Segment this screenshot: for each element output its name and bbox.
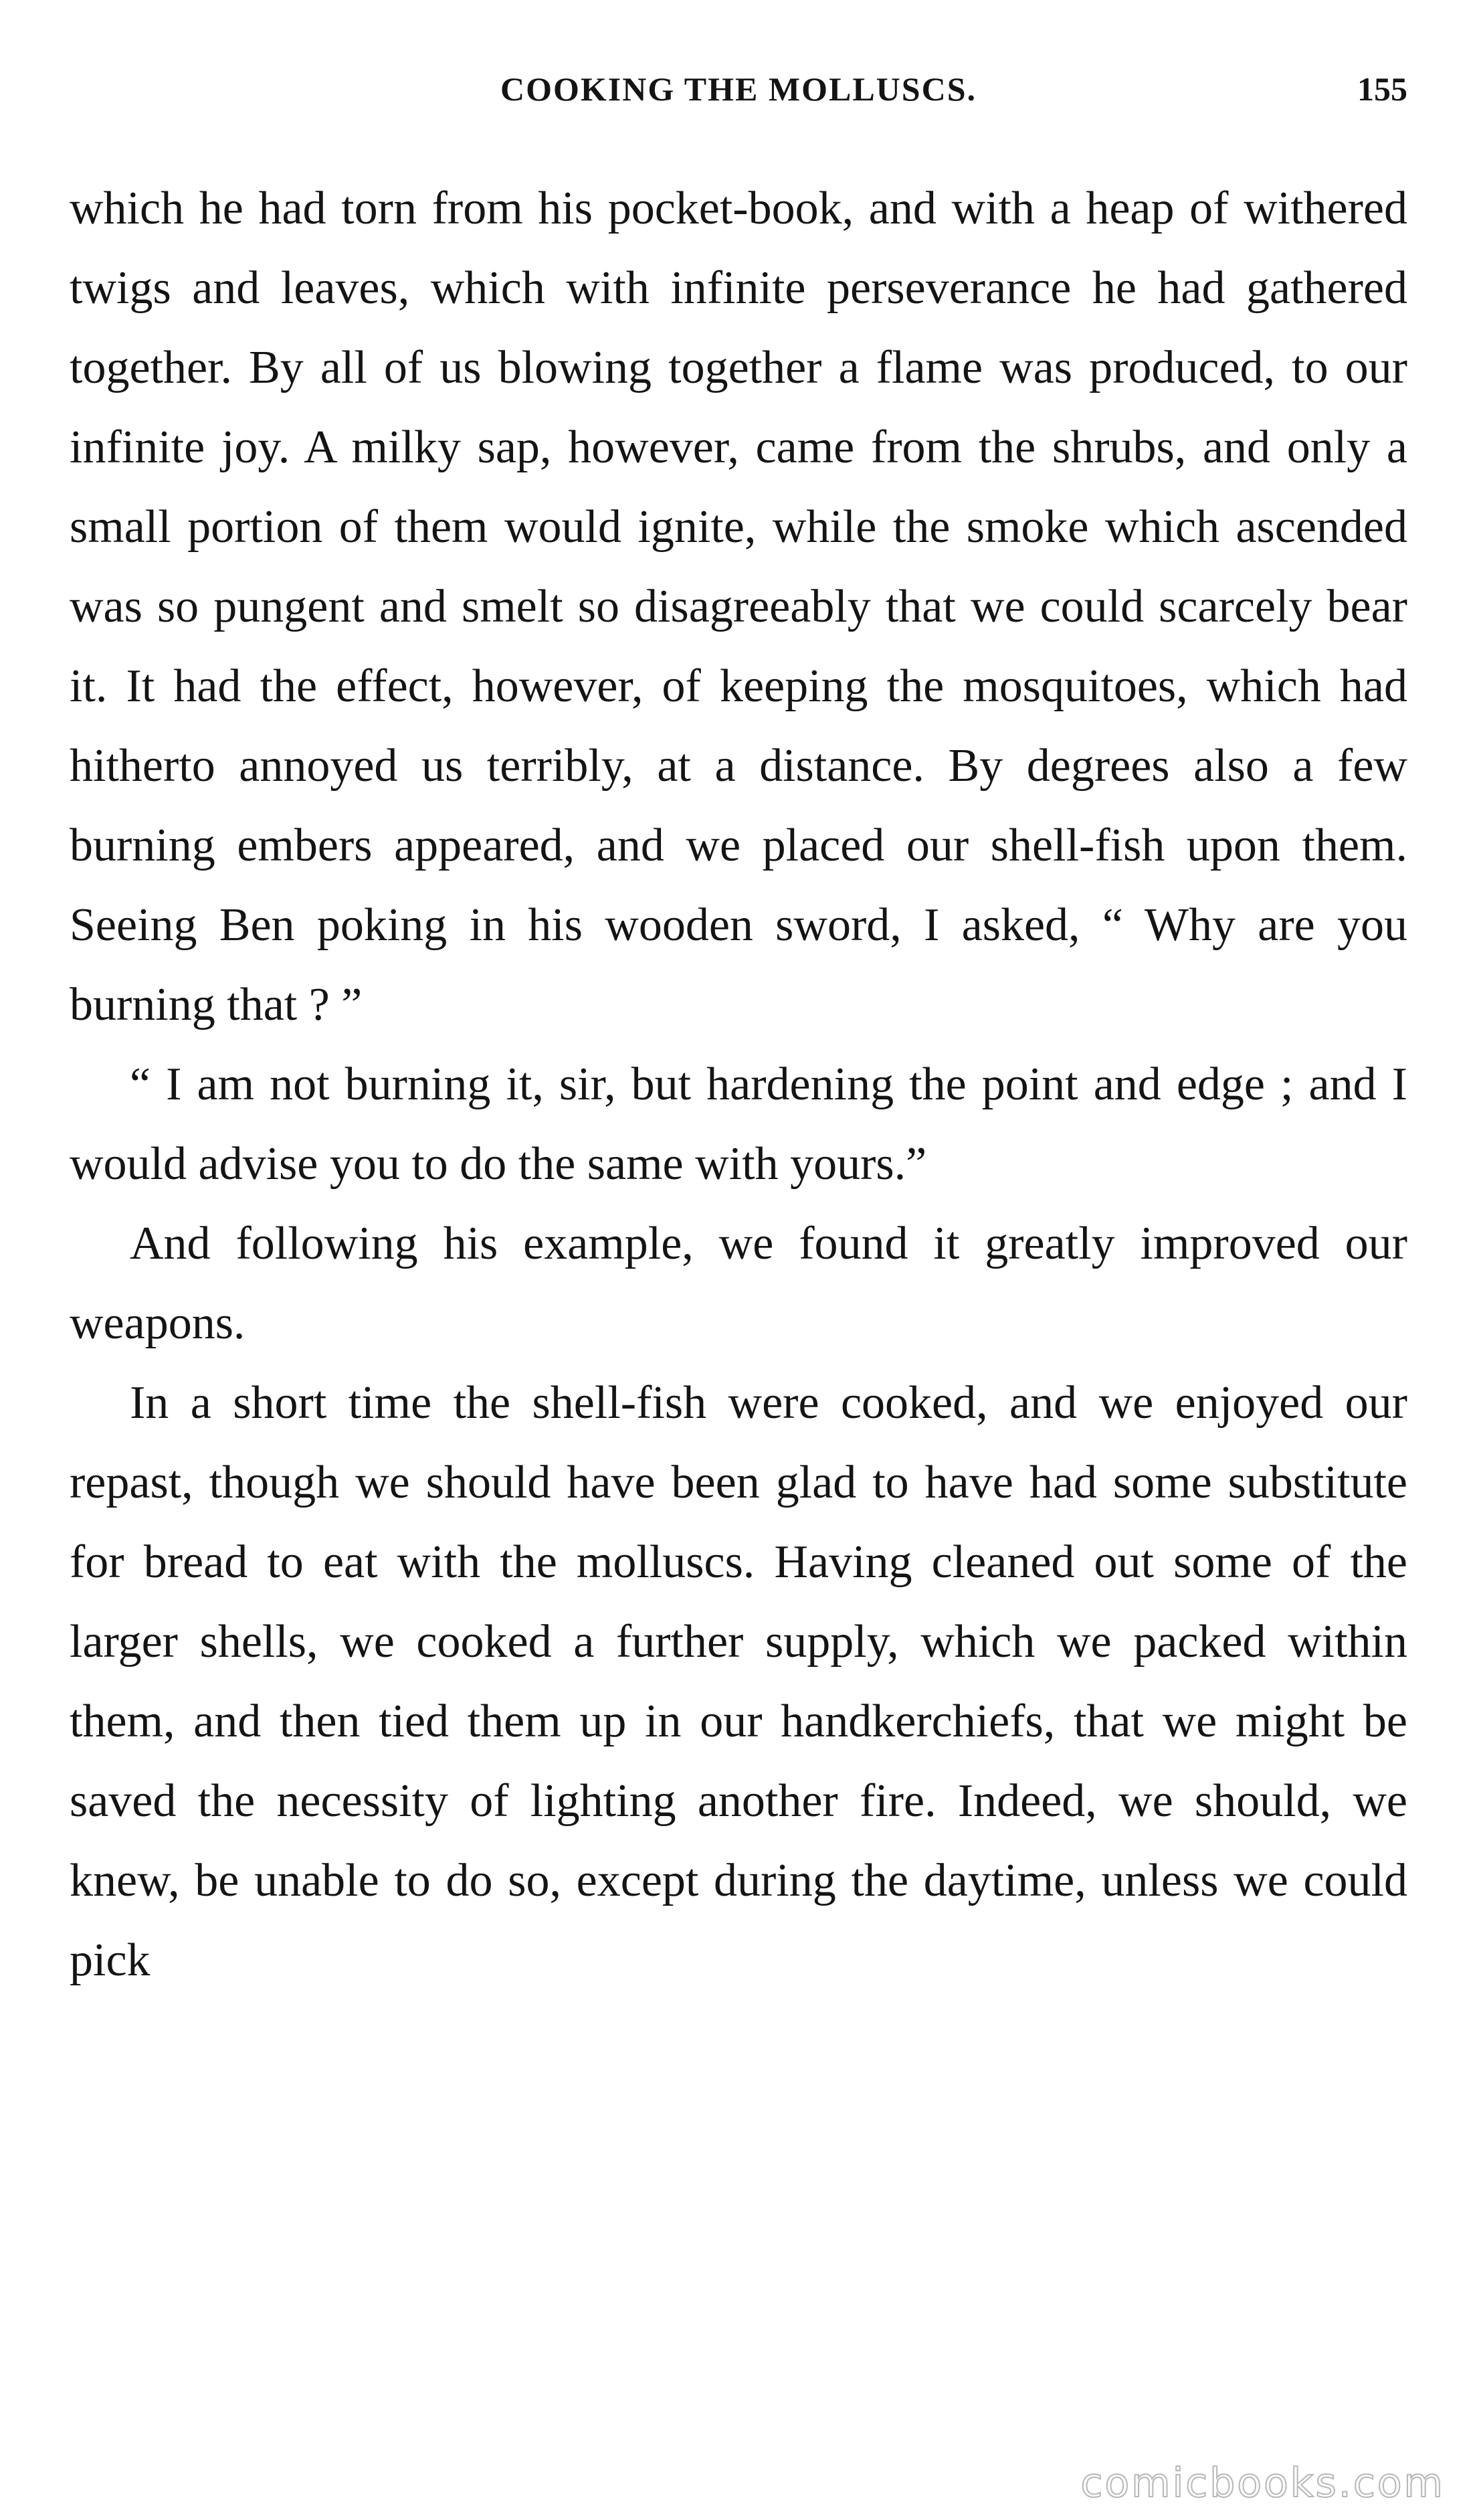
watermark: comicbooks.com bbox=[1080, 2460, 1445, 2507]
paragraph: “ I am not burning it, sir, but hardening the point and edge ; and I would advise you to do the same with yours.” bbox=[70, 1059, 1407, 1190]
page-number: 155 bbox=[1357, 70, 1407, 108]
running-head: COOKING THE MOLLUSCS. bbox=[500, 70, 977, 108]
text-body bbox=[70, 169, 1407, 2000]
paragraph: In a short time the shell-fish were cooked, and we enjoyed our repast, though we should have been glad to have had some substitute for bread to eat with the molluscs. Having cleaned out some of the larger shells, we cooked a further supply, which we packed within them, and then tied them up in our handkerchiefs, that we might be saved the necessity of lighting another fire. Indeed, we should, we knew, be unable to do so, except during the daytime, unless we could pick bbox=[70, 1377, 1407, 1986]
page-header bbox=[70, 59, 1407, 119]
paragraph: which he had torn from his pocket-book, and with a heap of withered twigs and leaves, which with infinite perseverance he had gathered together. By all of us blowing together a flame was produced, to our infinite joy. A milky sap, however, came from the shrubs, and only a small portion of them would ignite, while the smoke which ascended was so pungent and smelt so disagreeably that we could scarcely bear it. It had the effect, however, of keeping the mosquitoes, which had hitherto annoyed us terribly, at a distance. By degrees also a few burning embers appeared, and we placed our shell-fish upon them. Seeing Ben poking in his wooden sword, I asked, “ Why are you burning that ? ” bbox=[70, 183, 1407, 1030]
paragraph: And following his example, we found it greatly improved our weapons. bbox=[70, 1218, 1407, 1349]
